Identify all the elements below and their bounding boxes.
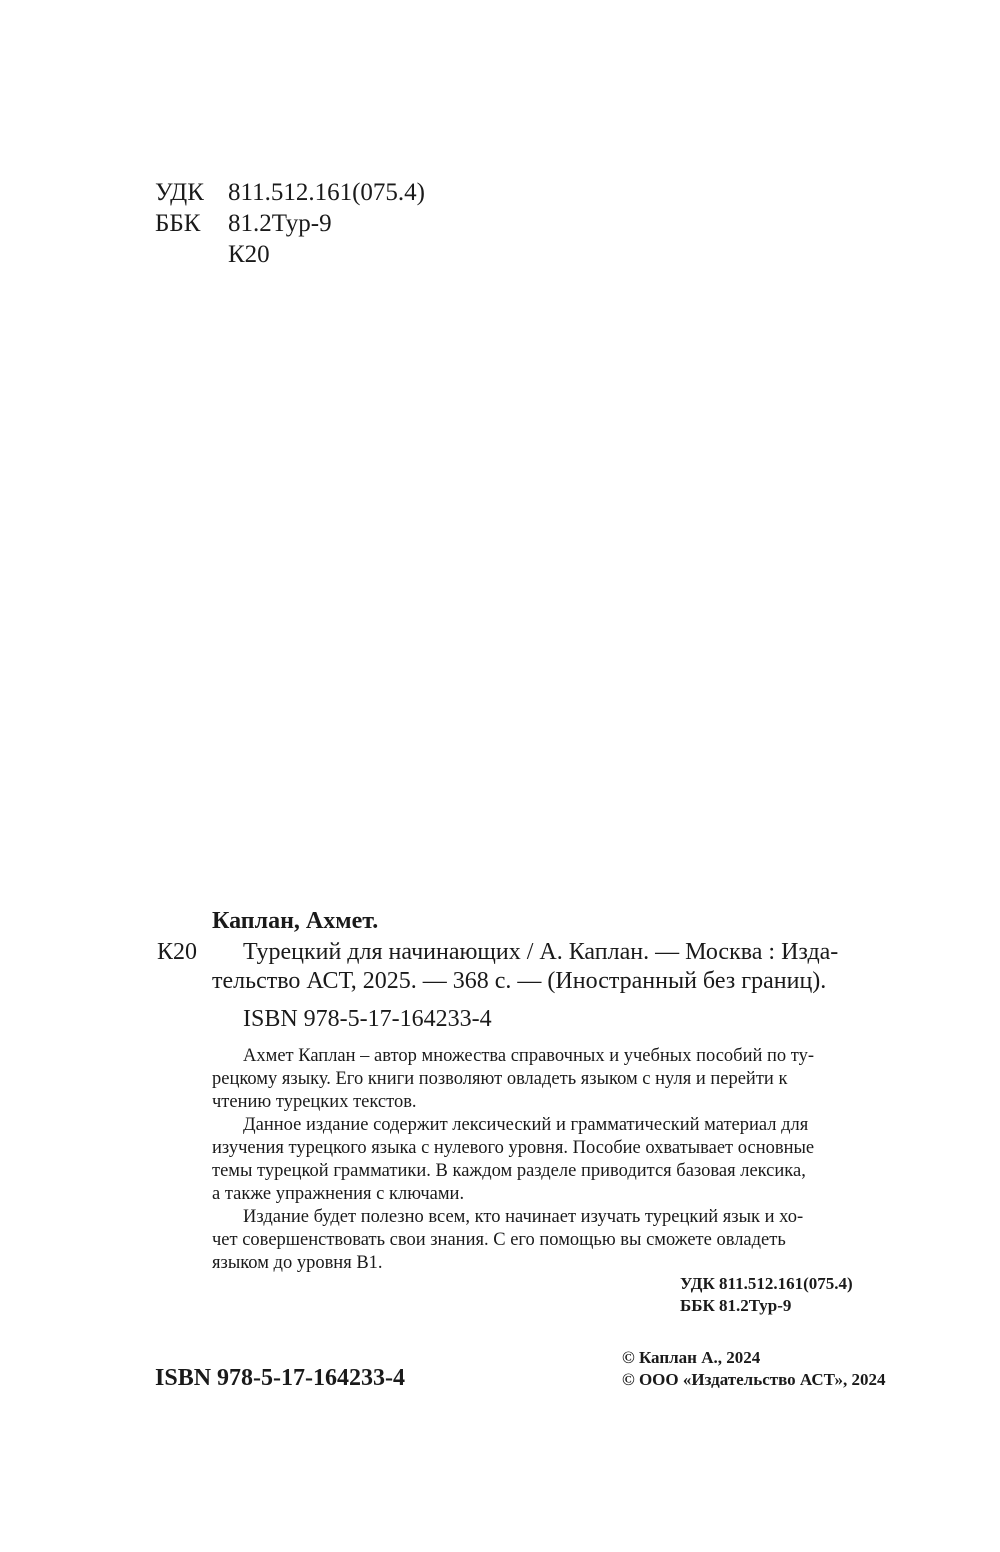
udk-row bbox=[155, 178, 455, 208]
bbk-bottom: ББК 81.2Тур-9 bbox=[680, 1296, 792, 1315]
udk-bottom: УДК 811.512.161(075.4) bbox=[680, 1274, 853, 1293]
annotation-line: темы турецкой грамматики. В каждом разделе приводится базовая лексика, bbox=[212, 1161, 806, 1181]
annotation-line: Ахмет Каплан – автор множества справочных и учебных пособий по ту- bbox=[243, 1046, 815, 1066]
bbk-value: 81.2Тур-9 bbox=[228, 210, 332, 237]
entry-author: Каплан, Ахмет. bbox=[212, 908, 379, 934]
annotation-line: а также упражнения с ключами. bbox=[212, 1184, 465, 1204]
udk-value: 811.512.161(075.4) bbox=[228, 179, 425, 206]
author-mark-top: К20 bbox=[228, 241, 270, 268]
bbk-row bbox=[155, 209, 455, 239]
entry-title-line-2: тельство АСТ, 2025. — 368 с. — (Иностранный без границ). bbox=[212, 968, 827, 994]
annotation-line: Издание будет полезно всем, кто начинает изучать турецкий язык и хо- bbox=[243, 1207, 804, 1227]
entry-author-mark: К20 bbox=[157, 939, 198, 965]
annotation-line: чет совершенствовать свои знания. С его помощью вы сможете овладеть bbox=[212, 1230, 786, 1250]
annotation-line: изучения турецкого языка с нулевого уровня. Пособие охватывает основные bbox=[212, 1138, 815, 1158]
author-mark-row bbox=[155, 240, 455, 270]
annotation-line: рецкому языку. Его книги позволяют овладеть языком с нуля и перейти к bbox=[212, 1069, 788, 1089]
footer-isbn: ISBN 978-5-17-164233-4 bbox=[155, 1365, 405, 1391]
copyright-publisher: © ООО «Издательство АСТ», 2024 bbox=[622, 1370, 886, 1389]
annotation-line: чтению турецких текстов. bbox=[212, 1092, 417, 1112]
annotation-line: языком до уровня B1. bbox=[212, 1253, 383, 1273]
bbk-label: ББК bbox=[155, 210, 201, 237]
entry-isbn: ISBN 978-5-17-164233-4 bbox=[243, 1006, 492, 1032]
entry-title-line-1: Турецкий для начинающих / А. Каплан. — Москва : Изда- bbox=[243, 939, 839, 965]
annotation-line: Данное издание содержит лексический и грамматический материал для bbox=[243, 1115, 809, 1135]
classification-block-top bbox=[155, 178, 455, 273]
copyright-author: © Каплан А., 2024 bbox=[622, 1348, 761, 1367]
udk-label: УДК bbox=[155, 179, 204, 206]
